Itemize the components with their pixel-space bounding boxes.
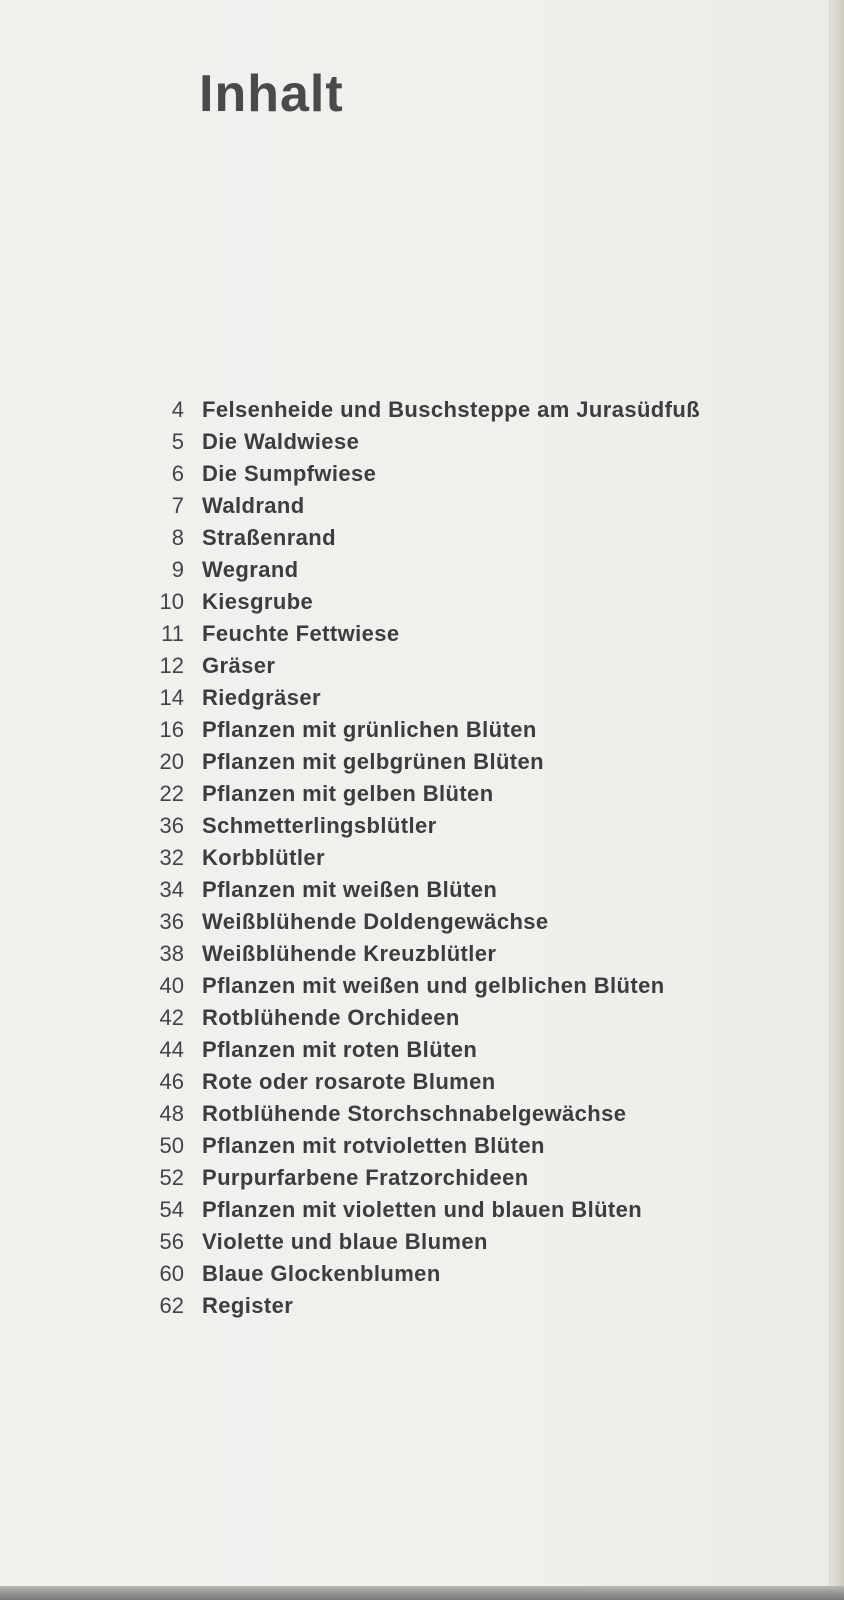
toc-entry xyxy=(140,394,800,426)
toc-entry-title: Korbblütler xyxy=(202,845,325,870)
toc-entry xyxy=(140,490,800,522)
toc-entry-title: Pflanzen mit weißen Blüten xyxy=(202,877,498,902)
toc-entry-title: Gräser xyxy=(202,653,276,678)
toc-entry xyxy=(140,554,800,586)
toc-entry xyxy=(140,1226,800,1258)
toc-page-number: 16 xyxy=(159,717,184,742)
toc-page-number: 56 xyxy=(159,1229,184,1254)
toc-entry xyxy=(140,586,800,618)
toc-entry xyxy=(140,1258,800,1290)
toc-page-number: 50 xyxy=(159,1133,184,1158)
toc-entry xyxy=(140,1162,800,1194)
table-of-contents xyxy=(140,394,800,1322)
toc-entry xyxy=(140,906,800,938)
toc-entry xyxy=(140,458,800,490)
toc-page-number: 4 xyxy=(171,397,184,422)
toc-entry xyxy=(140,618,800,650)
toc-entry-title: Rotblühende Orchideen xyxy=(202,1005,460,1030)
toc-entry xyxy=(140,650,800,682)
toc-entry xyxy=(140,1034,800,1066)
toc-page-number: 62 xyxy=(159,1293,184,1318)
toc-page-number: 54 xyxy=(159,1197,184,1222)
toc-entry-title: Rotblühende Storchschnabelgewächse xyxy=(202,1101,627,1126)
toc-entry-title: Pflanzen mit grünlichen Blüten xyxy=(202,717,537,742)
toc-entry xyxy=(140,970,800,1002)
toc-page-number: 38 xyxy=(159,941,184,966)
page-edge-right xyxy=(829,0,844,1600)
toc-page-number: 5 xyxy=(171,429,184,454)
toc-page-number: 44 xyxy=(159,1037,184,1062)
toc-entry-title: Kiesgrube xyxy=(202,589,314,614)
toc-page-number: 22 xyxy=(159,781,184,806)
toc-entry-title: Pflanzen mit rotvioletten Blüten xyxy=(202,1133,545,1158)
toc-page-number: 8 xyxy=(171,525,184,550)
toc-entry-title: Felsenheide und Buschsteppe am Jurasüdfuß xyxy=(202,397,701,422)
toc-entry-title: Weißblühende Doldengewächse xyxy=(202,909,549,934)
toc-entry-title: Riedgräser xyxy=(202,685,321,710)
toc-entry xyxy=(140,874,800,906)
toc-page-number: 14 xyxy=(159,685,184,710)
toc-entry xyxy=(140,778,800,810)
toc-entry xyxy=(140,810,800,842)
page-edge-bottom xyxy=(0,1586,844,1600)
toc-page-number: 20 xyxy=(159,749,184,774)
toc-entry-title: Pflanzen mit gelben Blüten xyxy=(202,781,494,806)
toc-page-number: 60 xyxy=(159,1261,184,1286)
toc-entry-title: Violette und blaue Blumen xyxy=(202,1229,488,1254)
toc-page-number: 7 xyxy=(171,493,184,518)
toc-entry-title: Blaue Glockenblumen xyxy=(202,1261,441,1286)
toc-entry-title: Waldrand xyxy=(202,493,305,518)
toc-page-number: 34 xyxy=(159,877,184,902)
toc-entry xyxy=(140,938,800,970)
toc-entry-title: Feuchte Fettwiese xyxy=(202,621,400,646)
toc-page-number: 36 xyxy=(159,909,184,934)
toc-entry xyxy=(140,522,800,554)
toc-entry xyxy=(140,1002,800,1034)
toc-page-number: 48 xyxy=(159,1101,184,1126)
toc-page-number: 10 xyxy=(159,589,184,614)
toc-entry xyxy=(140,714,800,746)
toc-entry-title: Rote oder rosarote Blumen xyxy=(202,1069,496,1094)
page-title: Inhalt xyxy=(199,65,344,123)
toc-entry-title: Pflanzen mit gelbgrünen Blüten xyxy=(202,749,545,774)
toc-page-number: 12 xyxy=(159,653,184,678)
toc-entry-title: Pflanzen mit weißen und gelblichen Blüten xyxy=(202,973,665,998)
toc-page-number: 6 xyxy=(171,461,184,486)
toc-entry-title: Register xyxy=(202,1293,294,1318)
toc-entry xyxy=(140,1130,800,1162)
toc-entry-title: Die Waldwiese xyxy=(202,429,360,454)
toc-entry xyxy=(140,682,800,714)
toc-page-number: 9 xyxy=(171,557,184,582)
toc-entry-title: Die Sumpfwiese xyxy=(202,461,377,486)
toc-page-number: 42 xyxy=(159,1005,184,1030)
toc-entry xyxy=(140,842,800,874)
toc-entry-title: Pflanzen mit violetten und blauen Blüten xyxy=(202,1197,643,1222)
toc-page-number: 46 xyxy=(159,1069,184,1094)
toc-entry xyxy=(140,746,800,778)
toc-entry-title: Schmetterlingsblütler xyxy=(202,813,437,838)
toc-entry xyxy=(140,1290,800,1322)
toc-entry-title: Pflanzen mit roten Blüten xyxy=(202,1037,478,1062)
toc-entry xyxy=(140,426,800,458)
toc-entry xyxy=(140,1098,800,1130)
toc-page-number: 32 xyxy=(159,845,184,870)
toc-entry-title: Purpurfarbene Fratzorchideen xyxy=(202,1165,529,1190)
toc-entry-title: Wegrand xyxy=(202,557,299,582)
toc-entry xyxy=(140,1194,800,1226)
toc-entry xyxy=(140,1066,800,1098)
toc-entry-title: Weißblühende Kreuzblütler xyxy=(202,941,497,966)
toc-page-number: 36 xyxy=(159,813,184,838)
toc-page-number: 11 xyxy=(161,621,184,646)
toc-entry-title: Straßenrand xyxy=(202,525,336,550)
toc-page-number: 40 xyxy=(159,973,184,998)
toc-page-number: 52 xyxy=(159,1165,184,1190)
